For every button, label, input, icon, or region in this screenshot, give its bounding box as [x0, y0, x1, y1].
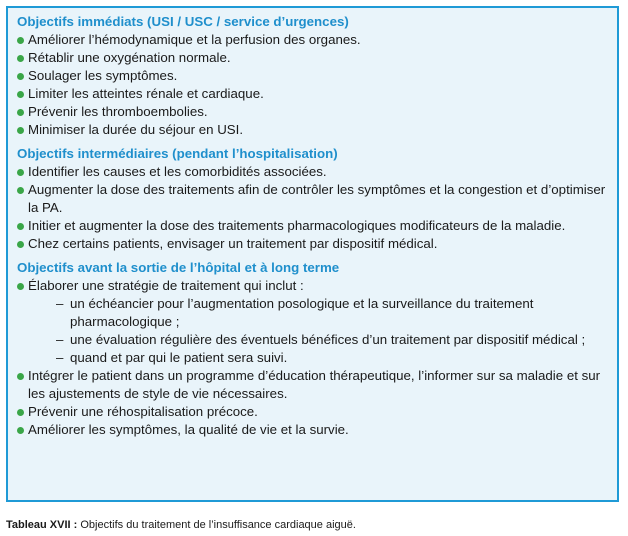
- section-heading: Objectifs intermédiaires (pendant l’hospitalisation): [17, 146, 338, 161]
- section-intermediate: [17, 145, 609, 253]
- dash-icon: –: [56, 332, 64, 347]
- bullet-icon: [17, 283, 24, 290]
- list-item: [17, 181, 609, 217]
- table-caption: [6, 518, 356, 532]
- bullet-icon: [17, 427, 24, 434]
- bullet-icon: [17, 37, 24, 44]
- item-text: Rétablir une oxygénation normale.: [28, 50, 231, 65]
- item-text: Améliorer les symptômes, la qualité de vie et la survie.: [28, 422, 349, 437]
- section-long-term: [17, 259, 609, 439]
- bullet-icon: [17, 169, 24, 176]
- item-text: Prévenir les thromboembolies.: [28, 104, 208, 119]
- sub-list-item: [56, 349, 609, 367]
- bullet-icon: [17, 409, 24, 416]
- bullet-icon: [17, 109, 24, 116]
- item-text: Initier et augmenter la dose des traitements pharmacologiques modificateurs de la maladie.: [28, 218, 566, 233]
- item-text: Intégrer le patient dans un programme d’éducation thérapeutique, l’informer sur sa maladie et sur les ajustements de style de vie nécessaires.: [28, 368, 601, 401]
- objectives-table: [6, 6, 619, 502]
- list-item: [17, 421, 609, 439]
- list-item: [17, 163, 609, 181]
- caption-text: Objectifs du traitement de l’insuffisance cardiaque aiguë.: [77, 519, 356, 531]
- dash-icon: –: [56, 296, 64, 311]
- objective-list: [17, 277, 609, 439]
- item-text: Augmenter la dose des traitements afin de contrôler les symptômes et la congestion et d’optimiser la PA.: [28, 182, 606, 215]
- item-text: Élaborer une stratégie de traitement qui inclut :: [28, 278, 304, 293]
- list-item: [17, 103, 609, 121]
- bullet-icon: [17, 223, 24, 230]
- bullet-icon: [17, 373, 24, 380]
- objective-list: [17, 163, 609, 253]
- sub-list-item: [56, 295, 609, 331]
- list-item: [17, 67, 609, 85]
- item-text: Soulager les symptômes.: [28, 68, 178, 83]
- list-item: [17, 31, 609, 49]
- item-text: Minimiser la durée du séjour en USI.: [28, 122, 244, 137]
- subitem-text: une évaluation régulière des éventuels bénéfices d’un traitement par dispositif médical ;: [70, 332, 586, 347]
- item-text: Limiter les atteintes rénale et cardiaque.: [28, 86, 264, 101]
- sub-list: [28, 295, 609, 367]
- item-text: Identifier les causes et les comorbidités associées.: [28, 164, 327, 179]
- list-item: [17, 49, 609, 67]
- subitem-text: quand et par qui le patient sera suivi.: [70, 350, 288, 365]
- list-item: [17, 121, 609, 139]
- list-item: [17, 85, 609, 103]
- list-item: [17, 277, 609, 367]
- objective-list: [17, 31, 609, 139]
- list-item: [17, 403, 609, 421]
- item-text: Prévenir une réhospitalisation précoce.: [28, 404, 258, 419]
- caption-label: Tableau XVII :: [6, 519, 78, 531]
- bullet-icon: [17, 241, 24, 248]
- bullet-icon: [17, 55, 24, 62]
- bullet-icon: [17, 73, 24, 80]
- list-item: [17, 235, 609, 253]
- list-item: [17, 367, 609, 403]
- list-item: [17, 217, 609, 235]
- item-text: Chez certains patients, envisager un traitement par dispositif médical.: [28, 236, 438, 251]
- bullet-icon: [17, 127, 24, 134]
- subitem-text: un échéancier pour l’augmentation posologique et la surveillance du traitement pharmacologique ;: [70, 296, 534, 329]
- section-immediate: [17, 13, 609, 139]
- bullet-icon: [17, 187, 24, 194]
- sub-list-item: [56, 331, 609, 349]
- section-heading: Objectifs immédiats (USI / USC / service d’urgences): [17, 14, 349, 29]
- dash-icon: –: [56, 350, 64, 365]
- item-text: Améliorer l’hémodynamique et la perfusion des organes.: [28, 32, 361, 47]
- section-heading: Objectifs avant la sortie de l’hôpital et à long terme: [17, 260, 340, 275]
- bullet-icon: [17, 91, 24, 98]
